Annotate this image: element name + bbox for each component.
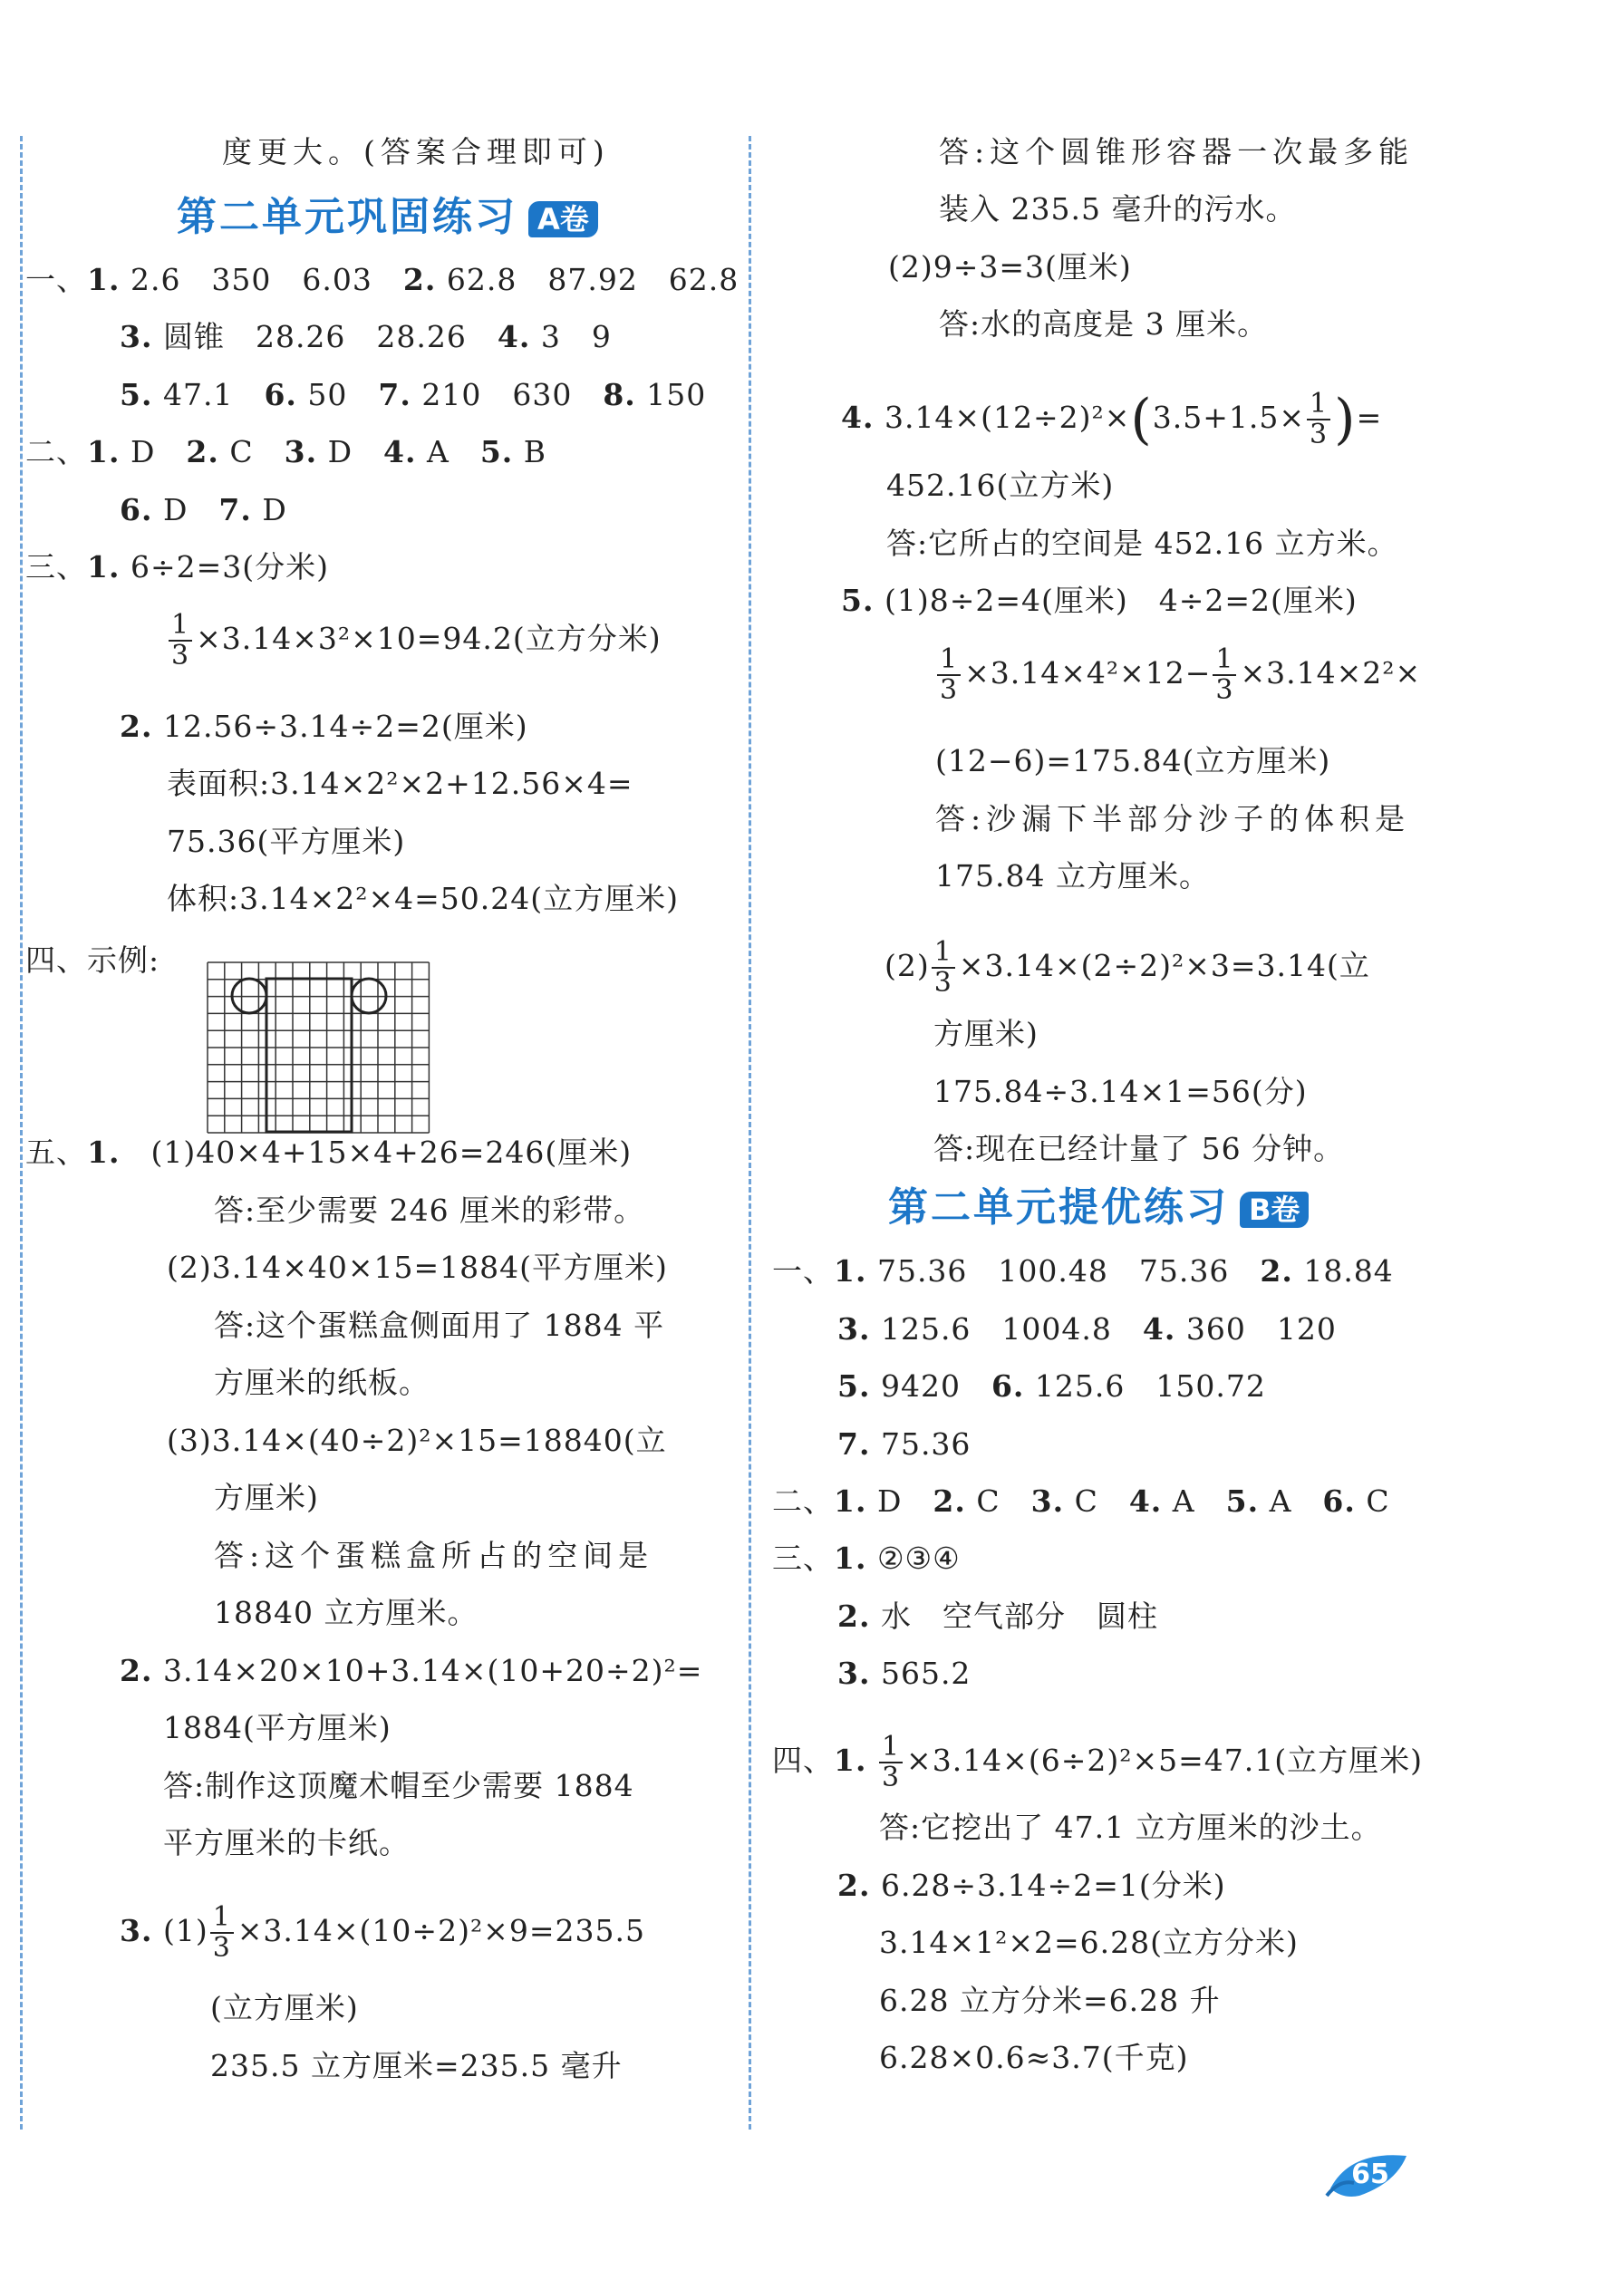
unit-b-title: 第二单元提优练习 B卷 xyxy=(888,1183,1309,1233)
r-q3-2: (2)9÷3=3(厘米) xyxy=(888,249,1132,285)
r-q5-1: 5. (1)8÷2=4(厘米) 4÷2=2(厘米) xyxy=(841,583,1358,618)
fraction-one-third: $\frac{1}{3}$ xyxy=(879,1733,903,1792)
b-section-4-q1: 四、1. $\frac{1}{3}$ ×3.14×(6÷2)²×5=47.1(立方厘米) xyxy=(772,1731,1423,1793)
section-3-q1-calc: $\frac{1}{3}$ ×3.14×3²×10=94.2(立方分米) xyxy=(167,611,662,671)
r-q5-1-calc-b: (12−6)=175.84(立方厘米) xyxy=(935,743,1331,778)
b-section-4-q2: 2. 6.28÷3.14÷2=1(分米) xyxy=(837,1868,1226,1903)
b-section-3-q1: 三、1. ②③④ xyxy=(772,1541,961,1576)
section-5-q1-3-b: 方厘米) xyxy=(214,1480,319,1515)
unit-a-badge: A卷 xyxy=(528,201,598,237)
cylinder-net-rectangle xyxy=(266,979,352,1132)
left-margin-line xyxy=(20,136,23,2130)
page-number: 65 xyxy=(1351,2159,1389,2190)
r-q5-2-b: 方厘米) xyxy=(933,1016,1039,1051)
r-q5-1-calc: $\frac{1}{3}$ ×3.14×4²×12− $\frac{1}{3}$ ×3.14×2²× xyxy=(935,645,1421,705)
section-5-q1-3: (3)3.14×(40÷2)²×15=18840(立 xyxy=(167,1423,667,1458)
r-answer-1b: 装入 235.5 毫升的污水。 xyxy=(939,191,1297,227)
b-section-1-row-1: 一、1. 75.36 100.48 75.36 2. 18.84 xyxy=(772,1253,1394,1289)
column-divider xyxy=(749,136,751,2130)
section-5-q2-answer-b: 平方厘米的卡纸。 xyxy=(163,1825,410,1860)
section-1-row-3: 5. 47.1 6. 50 7. 210 630 8. 150 xyxy=(120,377,707,412)
r-q4-b: 452.16(立方米) xyxy=(886,468,1115,503)
section-5-q1-1: 五、1. (1)40×4+15×4+26=246(厘米) xyxy=(25,1135,633,1170)
fraction-one-third: $\frac{1}{3}$ xyxy=(169,611,192,671)
b-section-4-q1-answer: 答:它挖出了 47.1 立方厘米的沙土。 xyxy=(879,1810,1382,1845)
section-3-q2: 2. 12.56÷3.14÷2=2(厘米) xyxy=(120,709,528,744)
fraction-one-third: $\frac{1}{3}$ xyxy=(1307,390,1330,449)
b-section-4-q2-b: 3.14×1²×2=6.28(立方分米) xyxy=(879,1925,1299,1960)
unit-a-title: 第二单元巩固练习 A卷 xyxy=(177,192,598,243)
grid-diagram xyxy=(207,961,544,1134)
section-2-row-2: 6. D 7. D xyxy=(120,492,287,527)
section-1-row-2: 3. 圆锥 28.26 28.26 4. 3 9 xyxy=(120,319,612,354)
section-5-q1-3-answer: 答:这个蛋糕盒所占的空间是 xyxy=(214,1538,654,1573)
fraction-one-third: $\frac{1}{3}$ xyxy=(937,645,961,705)
section-4-label: 四、示例: xyxy=(25,942,160,978)
b-section-2: 二、1. D 2. C 3. C 4. A 5. A 6. C xyxy=(772,1483,1390,1519)
b-section-1-row-4: 7. 75.36 xyxy=(837,1426,972,1462)
r-q3-2-answer: 答:水的高度是 3 厘米。 xyxy=(939,306,1269,342)
fraction-one-third: $\frac{1}{3}$ xyxy=(932,938,955,998)
section-5-q2: 2. 3.14×20×10+3.14×(10+20÷2)²= xyxy=(120,1653,703,1688)
fraction-one-third: $\frac{1}{3}$ xyxy=(1213,645,1236,705)
section-5-q2-b: 1884(平方厘米) xyxy=(163,1710,392,1745)
fraction-one-third: $\frac{1}{3}$ xyxy=(210,1903,234,1963)
section-3-q1: 三、1. 6÷2=3(分米) xyxy=(25,549,329,584)
section-3-q2-surface-result: 75.36(平方厘米) xyxy=(167,824,406,859)
unit-b-badge: B卷 xyxy=(1240,1192,1309,1228)
section-5-q1-2-answer: 答:这个蛋糕盒侧面用了 1884 平 xyxy=(214,1308,665,1343)
b-section-1-row-2: 3. 125.6 1004.8 4. 360 120 xyxy=(837,1311,1337,1347)
b-section-3-q3: 3. 565.2 xyxy=(837,1656,972,1691)
section-3-q2-volume: 体积:3.14×2²×4=50.24(立方厘米) xyxy=(167,881,679,916)
page-number-badge xyxy=(1323,2143,1414,2207)
b-section-4-q2-c: 6.28 立方分米=6.28 升 xyxy=(879,1983,1221,2018)
r-q5-2-answer: 答:现在已经计量了 56 分钟。 xyxy=(933,1131,1345,1166)
r-q4-answer: 答:它所占的空间是 452.16 立方米。 xyxy=(886,526,1398,561)
continued-answer: 度更大。(答案合理即可) xyxy=(222,134,610,169)
section-5-q1-1-answer: 答:至少需要 246 厘米的彩带。 xyxy=(214,1193,645,1228)
r-q5-2-c: 175.84÷3.14×1=56(分) xyxy=(933,1074,1308,1109)
section-5-q3-b: (立方厘米) xyxy=(210,1990,359,2025)
section-5-q1-2: (2)3.14×40×15=1884(平方厘米) xyxy=(167,1250,668,1285)
section-5-q2-answer: 答:制作这顶魔术帽至少需要 1884 xyxy=(163,1768,634,1803)
b-section-1-row-3: 5. 9420 6. 125.6 150.72 xyxy=(837,1368,1266,1404)
section-3-q2-surface: 表面积:3.14×2²×2+12.56×4= xyxy=(167,766,633,801)
r-answer-1: 答:这个圆锥形容器一次最多能 xyxy=(939,134,1415,169)
section-1-row-1: 一、1. 2.6 350 6.03 2. 62.8 87.92 62.8 xyxy=(25,262,740,297)
r-q5-2: (2) $\frac{1}{3}$ ×3.14×(2÷2)²×3=3.14(立 xyxy=(884,936,1370,999)
r-q5-1-answer-b: 175.84 立方厘米。 xyxy=(935,858,1210,894)
b-section-3-q2: 2. 水 空气部分 圆柱 xyxy=(837,1599,1158,1634)
r-q4: 4. 3.14×(12÷2)²×(3.5+1.5× $\frac{1}{3}$ )= xyxy=(841,388,1383,451)
r-q5-1-answer: 答:沙漏下半部分沙子的体积是 xyxy=(935,801,1411,836)
section-5-q3-c: 235.5 立方厘米=235.5 毫升 xyxy=(210,2048,623,2083)
section-5-q1-3-answer-b: 18840 立方厘米。 xyxy=(214,1595,478,1630)
section-5-q1-2-answer-b: 方厘米的纸板。 xyxy=(214,1365,430,1400)
section-2-row-1: 二、1. D 2. C 3. D 4. A 5. B xyxy=(25,434,547,469)
b-section-4-q2-d: 6.28×0.6≈3.7(千克) xyxy=(879,2040,1189,2075)
section-5-q3: 3. (1) $\frac{1}{3}$ ×3.14×(10÷2)²×9=235.5 xyxy=(120,1901,645,1964)
